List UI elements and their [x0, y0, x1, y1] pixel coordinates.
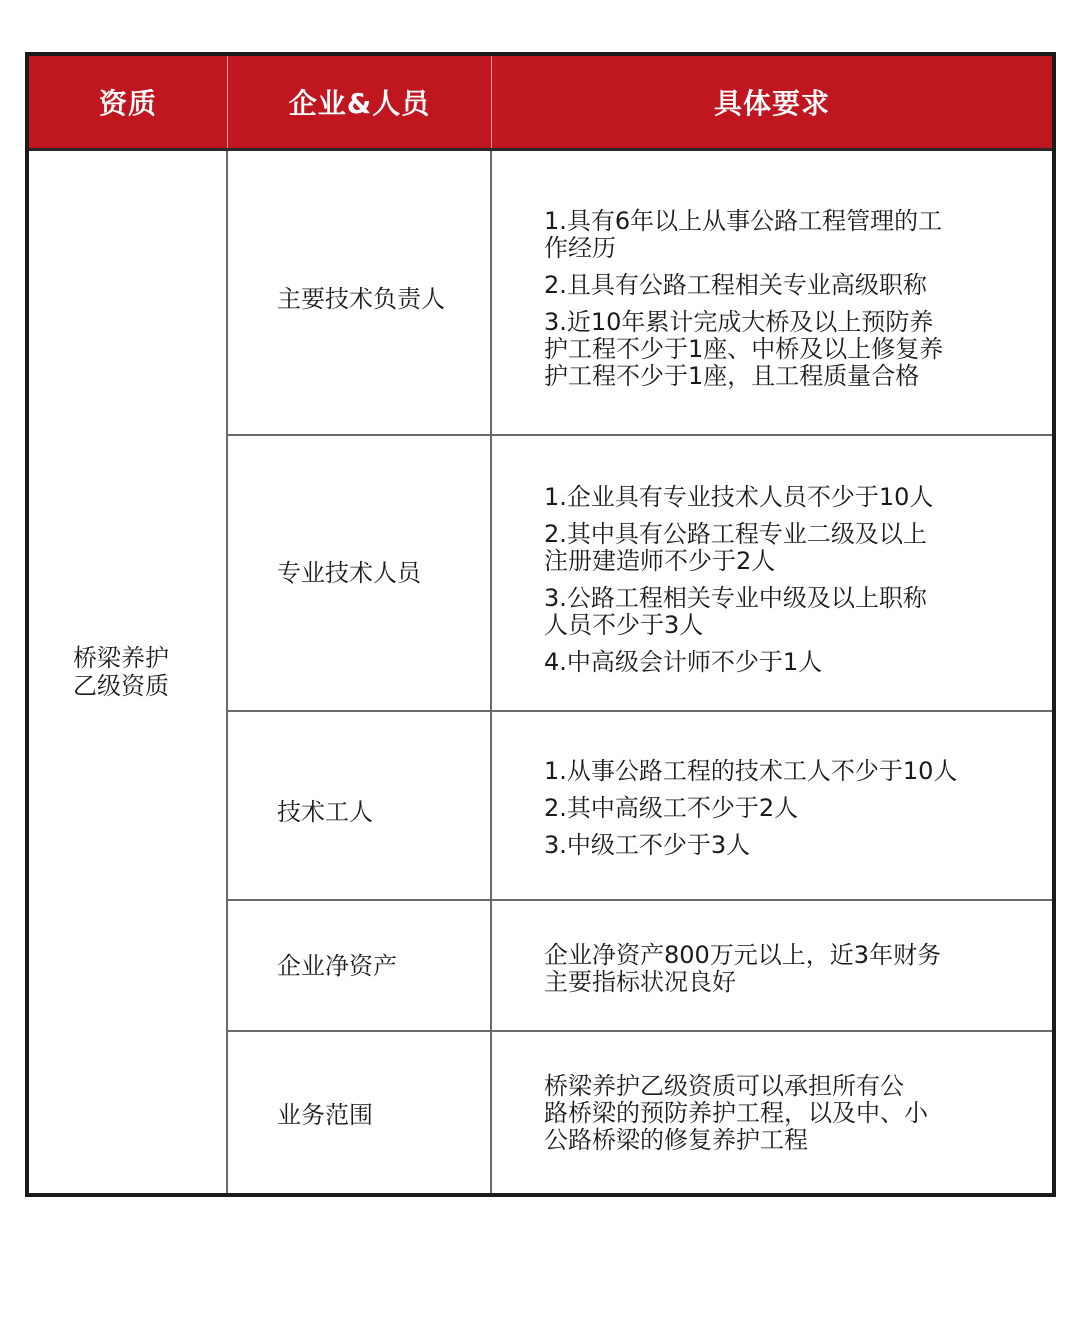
requirement-line: 3.中级工不少于3人 [544, 831, 751, 859]
requirement-item [544, 758, 1014, 785]
requirement-line: 护工程不少于1座，且工程质量合格 [544, 362, 920, 390]
requirements-business-scope [544, 1073, 1014, 1154]
qualification-line: 桥梁养护 [73, 644, 169, 672]
row-divider [228, 899, 1052, 901]
column-divider [490, 151, 492, 1193]
header-requirements: 具体要求 [713, 87, 830, 120]
requirement-line: 1.企业具有专业技术人员不少于10人 [544, 483, 934, 511]
row-divider [228, 710, 1052, 712]
requirement-item [544, 208, 1014, 262]
requirement-item [544, 585, 1014, 639]
requirement-line: 护工程不少于1座、中桥及以上修复养 [544, 335, 944, 363]
requirement-line: 2.其中具有公路工程专业二级及以上 [544, 520, 927, 548]
requirement-line: 3.公路工程相关专业中级及以上职称 [544, 584, 927, 612]
requirements-technical-staff [544, 484, 1014, 676]
requirement-item [544, 795, 1014, 822]
requirement-line: 2.且具有公路工程相关专业高级职称 [544, 271, 927, 299]
qualification-name [73, 644, 183, 700]
role-net-assets: 企业净资产 [277, 952, 397, 980]
qualification-cell [29, 151, 227, 1193]
requirement-line: 人员不少于3人 [544, 611, 704, 639]
qualification-line: 乙级资质 [73, 672, 169, 700]
header-enterprise-personnel: 企业&人员 [288, 87, 431, 120]
qualification-table [25, 52, 1056, 1197]
requirement-item [544, 832, 1014, 859]
requirement-line: 主要指标状况良好 [544, 968, 736, 996]
requirement-line: 路桥梁的预防养护工程，以及中、小 [544, 1099, 928, 1127]
requirement-item [544, 521, 1014, 575]
requirement-item [544, 309, 1014, 390]
requirement-line: 1.从事公路工程的技术工人不少于10人 [544, 757, 958, 785]
table-header [29, 56, 1052, 151]
header-qualification: 资质 [98, 87, 157, 120]
requirement-line: 3.近10年累计完成大桥及以上预防养 [544, 308, 934, 336]
requirement-line: 1.具有6年以上从事公路工程管理的工 [544, 207, 943, 235]
row-divider [228, 1030, 1052, 1032]
requirements-technical-workers [544, 758, 1014, 859]
requirement-line: 企业净资产800万元以上，近3年财务 [544, 941, 942, 969]
role-technical-workers: 技术工人 [277, 798, 373, 826]
requirements-chief-technical-lead [544, 208, 1014, 390]
requirement-item [544, 484, 1014, 511]
role-business-scope: 业务范围 [277, 1101, 373, 1129]
role-chief-technical-lead: 主要技术负责人 [277, 285, 445, 313]
requirement-item [544, 272, 1014, 299]
requirement-line: 注册建造师不少于2人 [544, 547, 776, 575]
requirement-line: 公路桥梁的修复养护工程 [544, 1126, 808, 1154]
requirement-line: 作经历 [544, 234, 616, 262]
row-divider [228, 434, 1052, 436]
requirement-line: 4.中高级会计师不少于1人 [544, 648, 823, 676]
requirement-line: 桥梁养护乙级资质可以承担所有公 [544, 1072, 904, 1100]
role-technical-staff: 专业技术人员 [277, 559, 421, 587]
requirement-item [544, 942, 1014, 996]
requirement-item [544, 649, 1014, 676]
requirement-item [544, 1073, 1014, 1154]
requirement-line: 2.其中高级工不少于2人 [544, 794, 799, 822]
requirements-net-assets [544, 942, 1014, 996]
